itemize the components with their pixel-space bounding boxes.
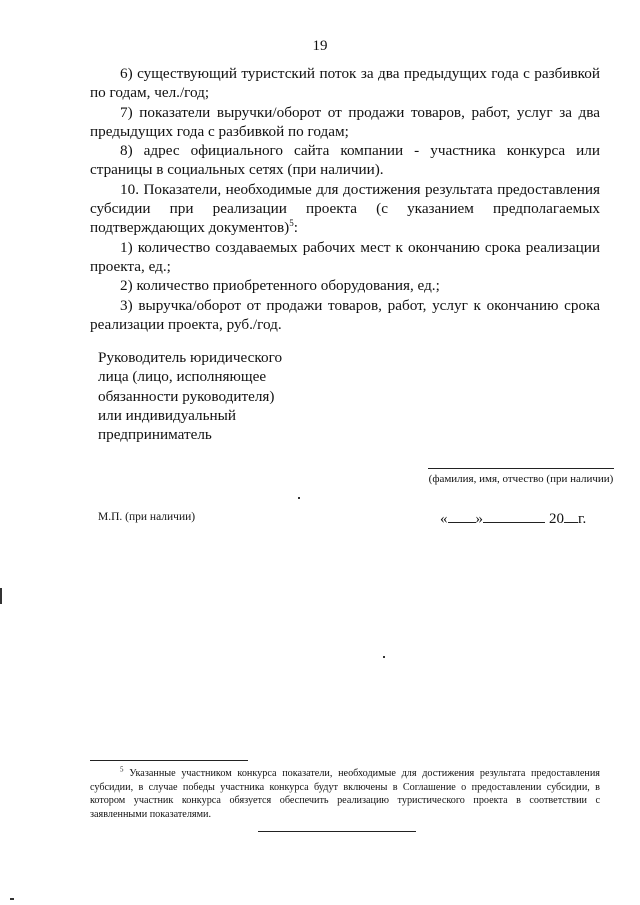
footnote-reference: 5: [289, 218, 294, 229]
document-body: [90, 64, 600, 334]
signature-line-3: обязанности руководителя): [98, 387, 275, 405]
date-open-quote: «: [440, 511, 448, 527]
indicator-2-equipment: 2) количество приобретенного оборудования, ед.;: [120, 277, 440, 295]
month-blank: [483, 509, 545, 523]
date-line: [440, 509, 586, 528]
day-blank: [448, 509, 476, 523]
scan-edge-mark: [0, 588, 2, 604]
footnote-text: Указанные участником конкурса показатели, необходимые для достижения результата предоставления субсидии, в случае победы участника конкурса будут включены в Соглашение о предоставлении субсидии, в котором участник конкурса обязуется обеспечить реализацию туристического проекта в соответствии с заявленными показателями.: [90, 768, 600, 820]
footnote-mark: 5: [120, 765, 124, 774]
footnote-separator: [90, 760, 248, 761]
indicator-1-jobs: 1) количество создаваемых рабочих мест к окончанию срока реализации проекта, ед.;: [90, 238, 600, 275]
date-close-quote: »: [475, 511, 483, 527]
scan-speck: [383, 656, 385, 658]
year-prefix: 20: [549, 511, 564, 527]
signature-line-5: предприниматель: [98, 426, 212, 444]
year-blank: [564, 509, 578, 523]
stamp-note: М.П. (при наличии): [98, 511, 196, 523]
signature-line-2: лица (лицо, исполняющее: [98, 368, 267, 386]
signature-block: [98, 348, 282, 444]
section-10-colon: :: [293, 219, 298, 237]
item-6-tourist-flow: 6) существующий туристский поток за два предыдущих года с разбивкой по годам, чел./год;: [90, 65, 600, 102]
name-caption: (фамилия, имя, отчество (при наличии): [428, 473, 614, 485]
indicator-3-revenue: 3) выручка/оборот от продажи товаров, работ, услуг к окончанию срока реализации проекта, руб./год.: [90, 296, 600, 333]
signature-line-1: Руководитель юридического: [98, 349, 283, 366]
item-7-revenue: 7) показатели выручки/оборот от продажи товаров, работ, услуг за два предыдущих года с разбивкой по годам;: [90, 103, 600, 140]
scan-edge-mark: [10, 898, 14, 900]
section-10-text: 10. Показатели, необходимые для достижения результата предоставления субсидии при реализации проекта (с указанием предполагаемых подтверждающих документов): [90, 180, 600, 237]
page-number: 19: [312, 38, 328, 54]
year-suffix: г.: [578, 511, 587, 527]
section-10-indicators: [90, 180, 600, 238]
signature-line-4: или индивидуальный: [98, 406, 237, 424]
footnote: [90, 767, 600, 821]
scan-speck: [298, 497, 300, 499]
bottom-separator: [258, 831, 416, 832]
item-8-website: 8) адрес официального сайта компании - участника конкурса или страницы в социальных сетях (при наличии).: [90, 142, 600, 179]
name-underline: [428, 468, 614, 469]
